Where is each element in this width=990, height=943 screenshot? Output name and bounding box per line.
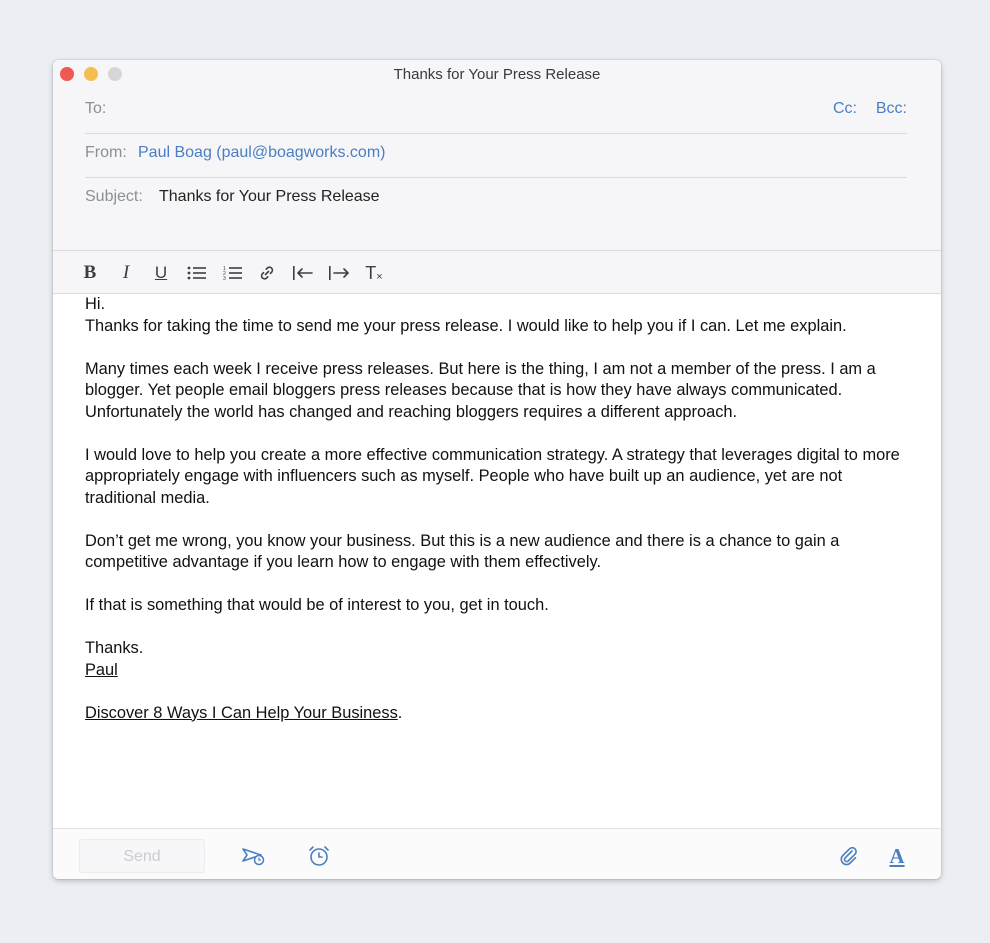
paragraph-4: Don’t get me wrong, you know your business. But this is a new audience and there is a chance to gain a competitive advantage if you learn how to engage with them effectively.: [85, 531, 840, 571]
subject-value[interactable]: Thanks for Your Press Release: [159, 188, 380, 205]
bullet-list-icon: [187, 265, 207, 281]
bullet-list-button[interactable]: [185, 262, 209, 284]
compose-footer: [53, 828, 941, 879]
paragraph-2: Many times each week I receive press releases. But here is the thing, I am not a member of the press. I am a blogger. Yet people email bloggers press releases because that is how they have always communicated. Unfortunately the world has changed and reaching bloggers requires a different approach.: [85, 359, 876, 421]
compose-window: [53, 60, 941, 879]
svg-text:3: 3: [223, 276, 226, 281]
paperclip-icon: [838, 845, 860, 867]
bcc-button[interactable]: Bcc:: [875, 100, 907, 117]
signature: Paul: [85, 660, 118, 679]
alarm-clock-icon: [307, 845, 331, 867]
message-header: [53, 90, 941, 283]
svg-text:2: 2: [223, 271, 226, 277]
paragraph-3: I would love to help you create a more effective communication strategy. A strategy that leverages digital to more appropriately engage with influencers such as myself. People who have built up an audience, yet are not traditional media.: [85, 445, 900, 507]
to-label: To:: [85, 100, 107, 117]
message-body[interactable]: [85, 294, 915, 746]
outdent-icon: [292, 265, 314, 281]
services-link[interactable]: Discover 8 Ways I Can Help Your Business: [85, 703, 398, 722]
from-field[interactable]: [85, 134, 907, 178]
send-later-icon: [241, 845, 267, 867]
svg-text:1: 1: [223, 266, 226, 272]
to-field[interactable]: [85, 90, 907, 134]
send-button[interactable]: Send: [79, 839, 205, 873]
bold-button[interactable]: B: [83, 262, 97, 283]
format-toolbar: [53, 250, 941, 294]
indent-icon: [328, 265, 350, 281]
signoff: Thanks.: [85, 639, 144, 657]
reminder-button[interactable]: [305, 843, 333, 869]
link-icon: [258, 264, 276, 282]
indent-button[interactable]: [327, 262, 351, 284]
outdent-button[interactable]: [291, 262, 315, 284]
link-button[interactable]: [255, 262, 279, 284]
from-label: From:: [85, 144, 127, 161]
font-format-button[interactable]: A: [889, 843, 905, 868]
window-title: Thanks for Your Press Release: [393, 66, 601, 83]
numbered-list-icon: [223, 265, 243, 281]
paragraph-5: If that is something that would be of interest to you, get in touch.: [85, 596, 549, 614]
clear-formatting-button[interactable]: [362, 262, 386, 284]
numbered-list-button[interactable]: [221, 262, 245, 284]
send-later-button[interactable]: [240, 843, 268, 869]
greeting: Hi.: [85, 295, 106, 313]
underline-button[interactable]: U: [154, 263, 168, 282]
clear-formatting-x-icon: ×: [376, 271, 383, 283]
attach-button[interactable]: [835, 843, 863, 869]
subject-label: Subject:: [85, 188, 143, 205]
title-bar: [53, 60, 941, 90]
clear-formatting-icon: T: [365, 262, 377, 283]
subject-field[interactable]: [85, 178, 907, 222]
paragraph-1: Thanks for taking the time to send me your press release. I would like to help you if I can. Let me explain.: [85, 316, 847, 335]
cc-button[interactable]: Cc:: [833, 100, 857, 117]
from-value[interactable]: Paul Boag (paul@boagworks.com): [138, 144, 386, 161]
link-suffix: .: [397, 703, 403, 722]
italic-button[interactable]: I: [122, 262, 130, 283]
